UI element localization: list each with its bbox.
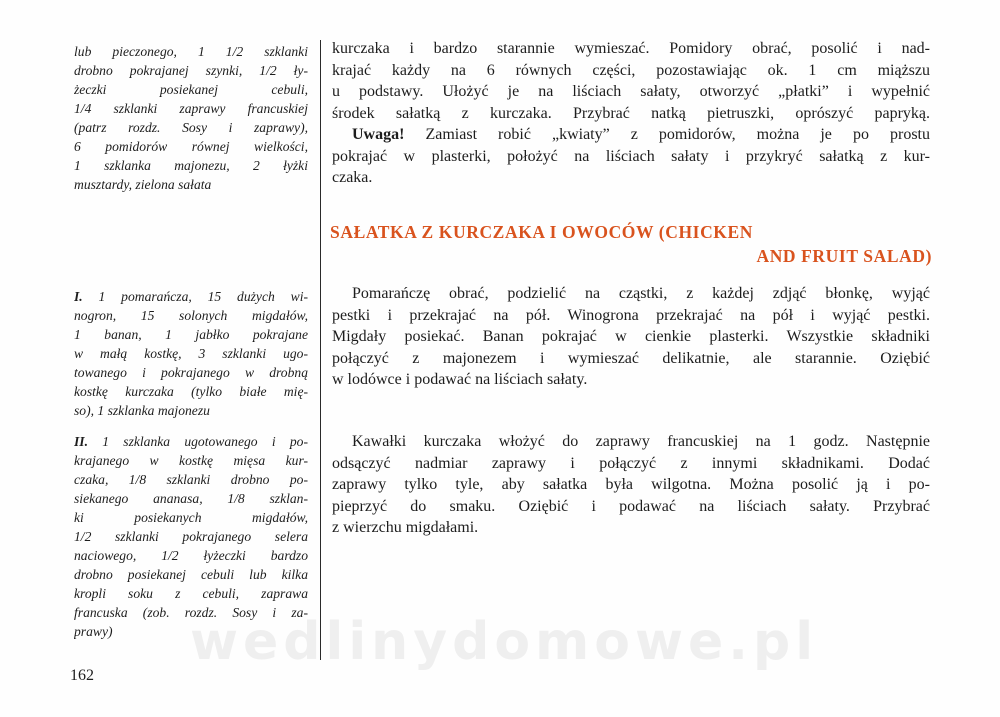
ingredients-block-2 bbox=[74, 287, 308, 420]
ingredient-line: kostkę kurczaka (tylko białe mię- bbox=[74, 384, 308, 399]
instructions-paragraph-2 bbox=[332, 283, 930, 391]
ingredient-line: kropli soku z cebuli, zaprawa bbox=[74, 586, 308, 601]
ingredient-line: so), 1 szklanka majonezu bbox=[74, 403, 210, 418]
text-line: Kawałki kurczaka włożyć do zaprawy francuskiej na 1 godz. Następnie bbox=[352, 433, 930, 450]
text-line: pieprzyć do smaku. Oziębić i podawać na liściach sałaty. Przybrać bbox=[332, 497, 930, 515]
ingredients-block-3 bbox=[74, 432, 308, 641]
text-line: u podstawy. Ułożyć je na liściach sałaty, otworzyć „płatki” i wypełnić bbox=[332, 83, 930, 100]
text-line: Pomarańczę obrać, podzielić na cząstki, z każdej zdjąć błonkę, wyjąć bbox=[352, 285, 930, 302]
ingredient-line: ki posiekanych migdałów, bbox=[74, 510, 308, 525]
ingredient-line: drobno pokrajanej szynki, 1/2 ły- bbox=[74, 63, 308, 78]
ingredient-line: nogron, 15 solonych migdałów, bbox=[74, 308, 308, 323]
text-line: pestki i przekrajać na pół. Winogrona przekrajać na pół i wyjąć pestki. bbox=[332, 306, 930, 324]
heading-line-2: AND FRUIT SALAD) bbox=[756, 246, 932, 266]
ingredient-line: musztardy, zielona sałata bbox=[74, 177, 212, 192]
text-line: z wierzchu migdałami. bbox=[332, 519, 479, 536]
instructions-paragraph-1 bbox=[332, 38, 930, 189]
recipe-heading bbox=[330, 220, 932, 268]
ingredient-line: siekanego ananasa, 1/8 szklan- bbox=[74, 491, 308, 506]
ingredient-line bbox=[74, 287, 308, 306]
ingredient-line: prawy) bbox=[74, 624, 113, 639]
warning-text: Zamiast robić „kwiaty” z pomidorów, można je po prostu bbox=[404, 126, 930, 143]
ingredient-line: lub pieczonego, 1 1/2 szklanki bbox=[74, 44, 308, 59]
ingredient-line: w małą kostkę, 3 szklanki ugo- bbox=[74, 346, 308, 361]
text-line: w lodówce i podawać na liściach sałaty. bbox=[332, 371, 588, 388]
ingredient-line: żeczki posiekanej cebuli, bbox=[74, 82, 308, 97]
instructions-paragraph-3 bbox=[332, 431, 930, 539]
text-line: czaka. bbox=[332, 169, 373, 186]
ingredient-line: czaka, 1/8 szklanki drobno po- bbox=[74, 472, 308, 487]
ingredient-line: (patrz rozdz. Sosy i zaprawy), bbox=[74, 120, 308, 135]
text-line: kurczaka i bardzo starannie wymieszać. Pomidory obrać, posolić i nad- bbox=[332, 40, 930, 57]
ingredient-line: 1 banan, 1 jabłko pokrajane bbox=[74, 327, 308, 342]
ingredients-block-1 bbox=[74, 42, 308, 194]
page-number: 162 bbox=[70, 667, 94, 684]
ingredient-line: krajanego w kostkę mięsa kur- bbox=[74, 453, 308, 468]
watermark: wedlinydomowe.pl bbox=[190, 612, 819, 672]
ingredient-line: 6 pomidorów równej wielkości, bbox=[74, 139, 308, 154]
warning-line bbox=[332, 124, 930, 146]
heading-line-1: SAŁATKA Z KURCZAKA I OWOCÓW (CHICKEN bbox=[330, 222, 754, 242]
text-line: połączyć z majonezem i wymieszać delikatnie, ale starannie. Oziębić bbox=[332, 349, 930, 367]
variant-label: I. bbox=[74, 289, 83, 304]
ingredient-line: francuska (zob. rozdz. Sosy i za- bbox=[74, 605, 308, 620]
text-line: środek sałatką z kurczaka. Przybrać natką pietruszki, oprószyć papryką. bbox=[332, 104, 930, 122]
text-line: krajać każdy na 6 równych części, pozostawiając ok. 1 cm miąższu bbox=[332, 61, 930, 79]
text-line: zaprawy tylko tyle, aby sałatka była wilgotna. Można posolić ją i po- bbox=[332, 476, 930, 493]
text-line: pokrajać w plasterki, położyć na liściach sałaty i przykryć sałatką z kur- bbox=[332, 147, 930, 165]
ingredient-line bbox=[74, 432, 308, 451]
ingredient-text: 1 pomarańcza, 15 dużych wi- bbox=[98, 289, 308, 304]
text-line: odsączyć nadmiar zaprawy i połączyć z innymi składnikami. Dodać bbox=[332, 454, 930, 472]
warning-label: Uwaga! bbox=[352, 126, 405, 143]
text-line: Migdały posiekać. Banan pokrajać w cienkie plasterki. Wszystkie składniki bbox=[332, 328, 930, 345]
ingredient-line: 1/2 szklanki pokrajanego selera bbox=[74, 529, 308, 544]
ingredient-line: 1 szklanka majonezu, 2 łyżki bbox=[74, 158, 308, 173]
variant-label: II. bbox=[74, 434, 88, 449]
ingredient-text: 1 szklanka ugotowanego i po- bbox=[102, 434, 308, 449]
ingredient-line: 1/4 szklanki zaprawy francuskiej bbox=[74, 101, 308, 116]
ingredient-line: drobno posiekanej cebuli lub kilka bbox=[74, 567, 308, 582]
column-divider bbox=[320, 40, 321, 660]
ingredient-line: towanego i pokrajanego w drobną bbox=[74, 365, 308, 380]
ingredient-line: naciowego, 1/2 łyżeczki bardzo bbox=[74, 548, 308, 563]
